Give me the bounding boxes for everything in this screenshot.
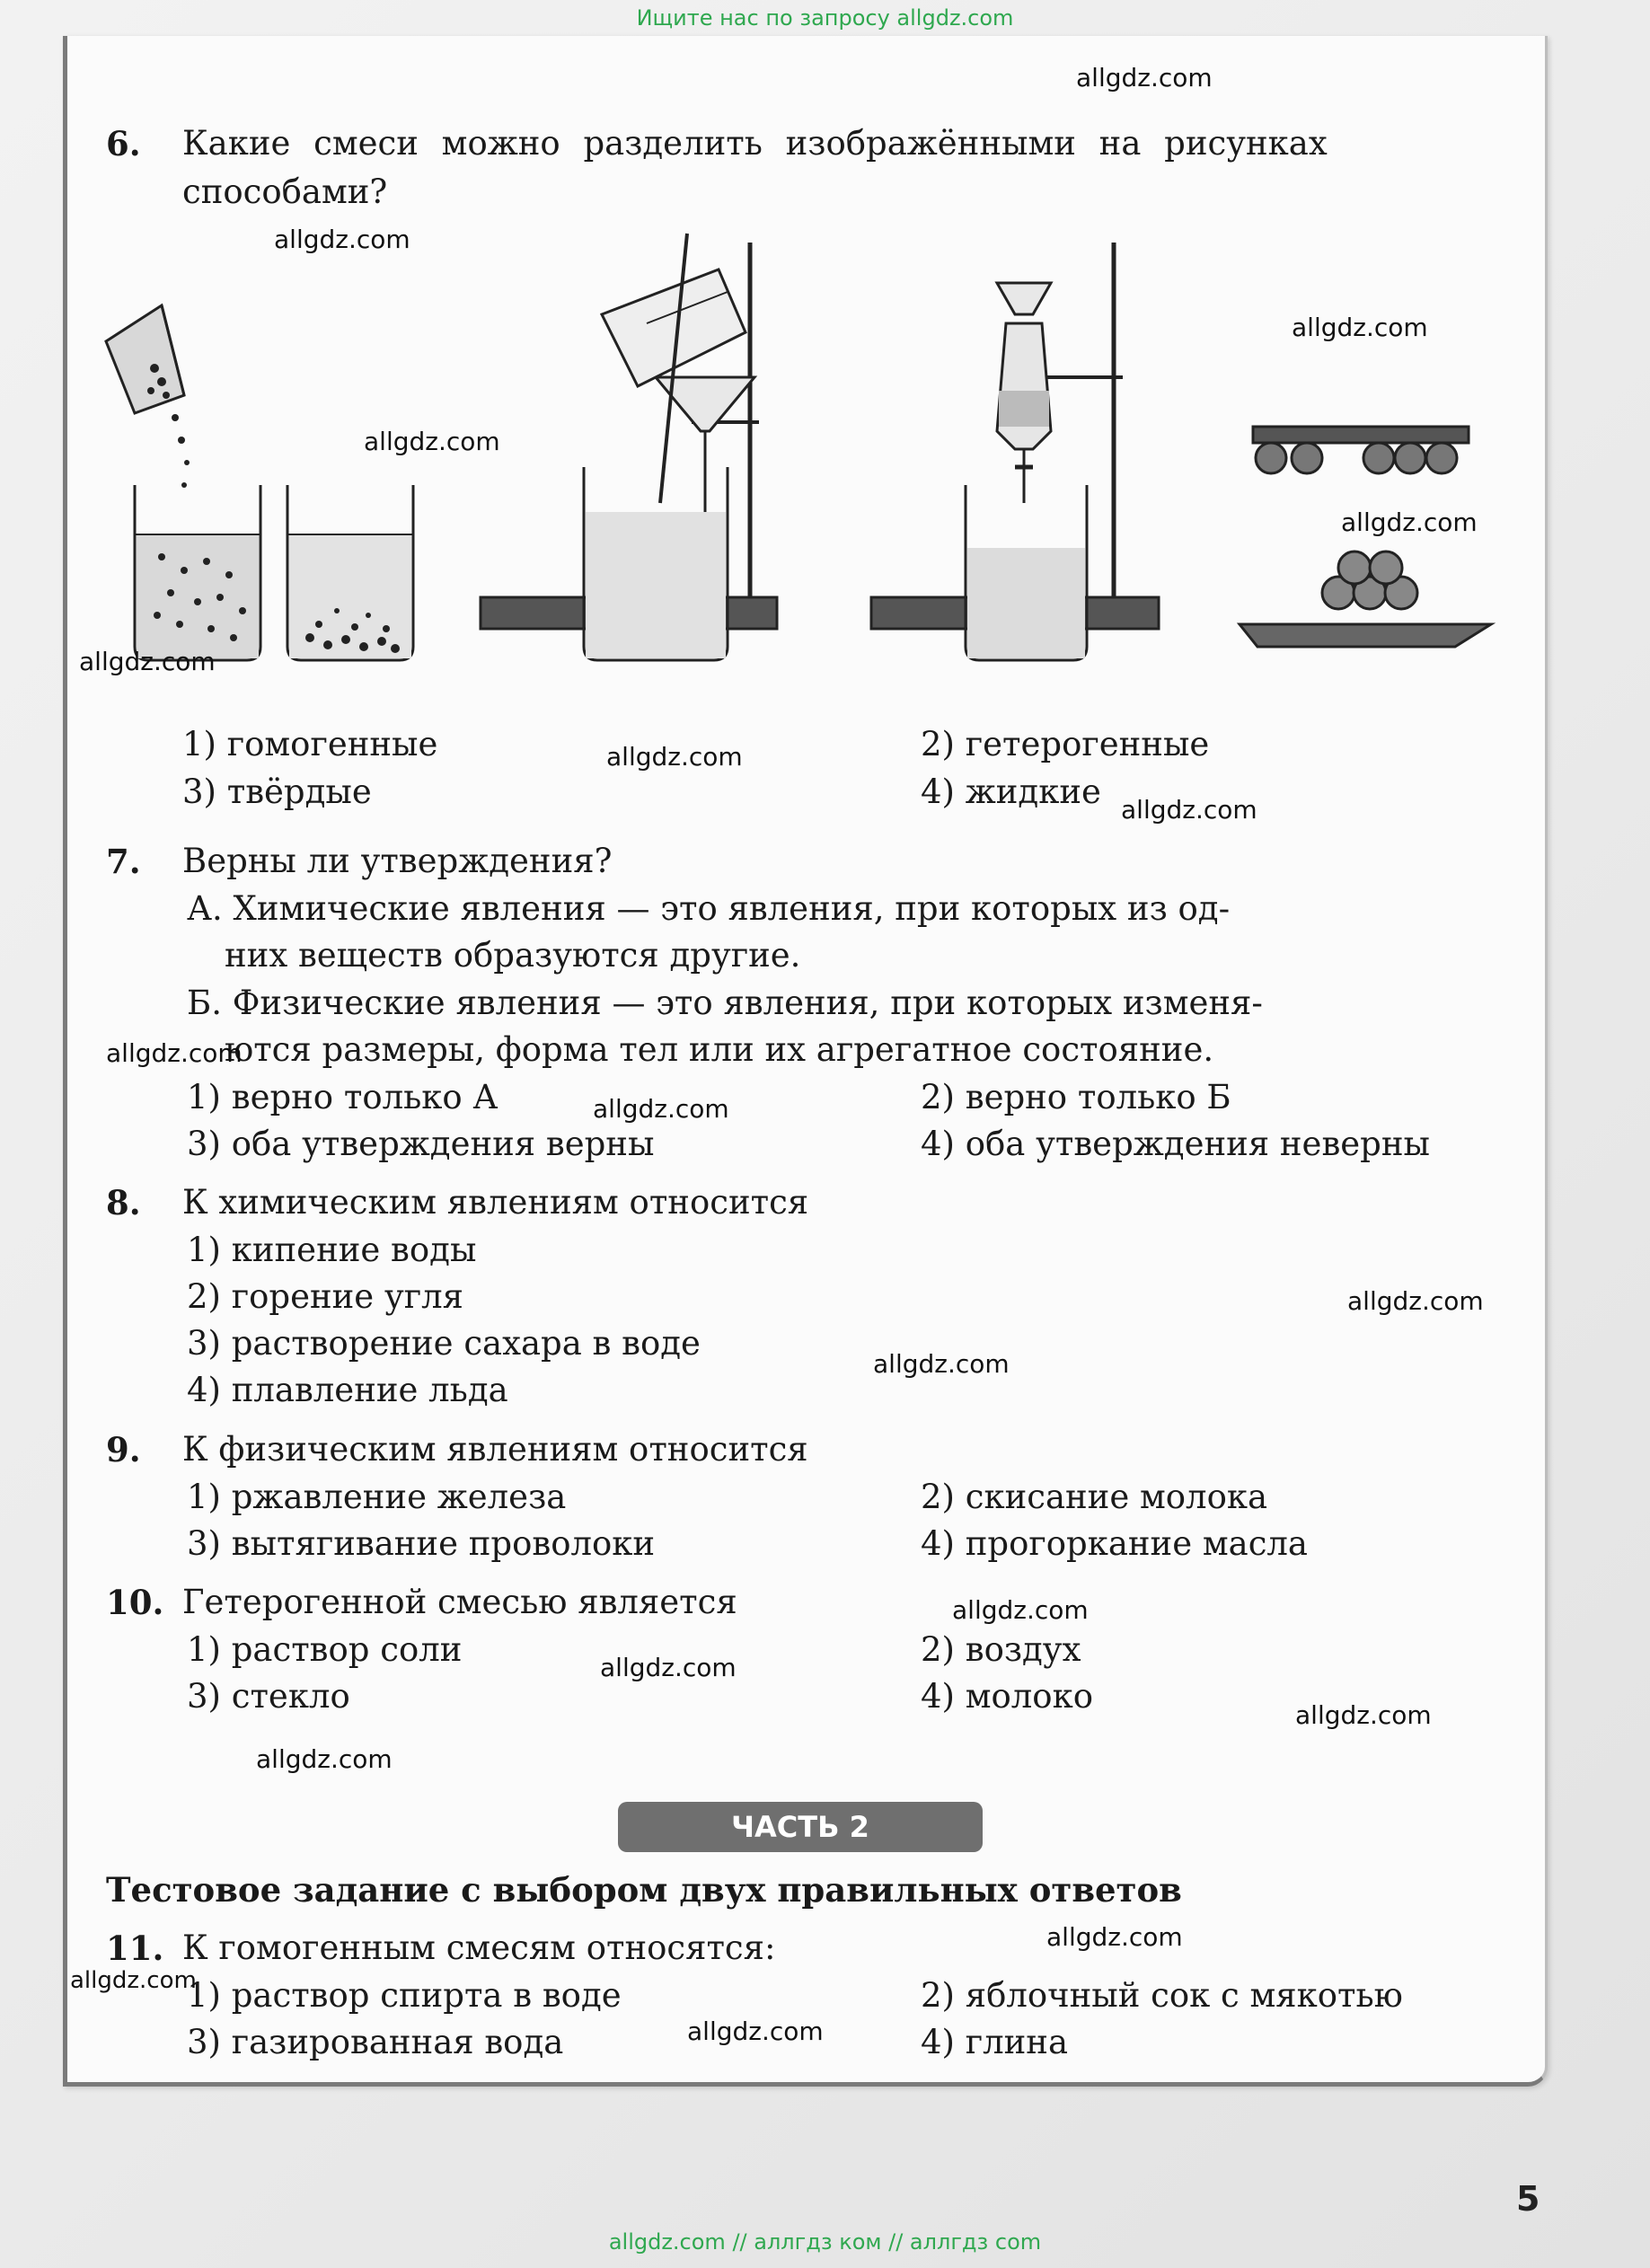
- q8-answer-4: 4) плавление льда: [187, 1371, 508, 1409]
- q6-answer-3: 3) твёрдые: [182, 772, 372, 811]
- section-title: Тестовое задание с выбором двух правильных ответов: [106, 1870, 1182, 1910]
- q7-statement-a-line2: них веществ образуются другие.: [225, 936, 801, 975]
- q9-answer-1: 1) ржавление железа: [187, 1478, 567, 1516]
- watermark: allgdz.com: [79, 647, 216, 676]
- q8-answer-1: 1) кипение воды: [187, 1231, 477, 1269]
- footer-link[interactable]: allgdz.com // аллгдз ком // аллгдз com: [608, 2229, 1042, 2255]
- settling-figure: [106, 305, 413, 660]
- watermark: allgdz.com: [606, 742, 743, 772]
- q7-number: 7.: [106, 842, 141, 881]
- q10-answer-3: 3) стекло: [187, 1677, 350, 1716]
- q7-answer-4: 4) оба утверждения неверны: [921, 1125, 1430, 1163]
- watermark: allgdz.com: [873, 1349, 1010, 1379]
- q6-number: 6.: [106, 124, 141, 163]
- watermark: allgdz.com: [1076, 63, 1213, 93]
- q9-answer-4: 4) прогоркание масла: [921, 1524, 1308, 1563]
- watermark: allgdz.com: [1295, 1700, 1432, 1730]
- watermark: allgdz.com: [70, 1967, 197, 1994]
- q8-number: 8.: [106, 1183, 141, 1222]
- q10-answer-2: 2) воздух: [921, 1630, 1081, 1669]
- q11-answer-1: 1) раствор спирта в воде: [187, 1976, 622, 2015]
- q6-line1: Какие смеси можно разделить изображёнными на рисунках: [182, 124, 1328, 163]
- page-number: 5: [1516, 2179, 1540, 2219]
- q8-answer-2: 2) горение угля: [187, 1277, 463, 1316]
- q9-answer-3: 3) вытягивание проволоки: [187, 1524, 656, 1563]
- q9-number: 9.: [106, 1430, 141, 1469]
- watermark: allgdz.com: [106, 1038, 243, 1068]
- separation-methods-figure: [99, 216, 1500, 683]
- q9-title: К физическим явлениям относится: [182, 1430, 808, 1469]
- q10-title: Гетерогенной смесью является: [182, 1583, 737, 1621]
- watermark: allgdz.com: [600, 1653, 737, 1682]
- q7-statement-b-line1: Б. Физические явления — это явления, при которых изменя-: [187, 984, 1263, 1022]
- q8-answer-3: 3) растворение сахара в воде: [187, 1324, 701, 1363]
- q8-title: К химическим явлениям относится: [182, 1183, 809, 1222]
- filtration-figure: [481, 234, 777, 660]
- watermark: allgdz.com: [952, 1595, 1089, 1625]
- q7-statement-a-line1: А. Химические явления — это явления, при которых из од-: [187, 889, 1231, 928]
- watermark: allgdz.com: [1341, 507, 1478, 537]
- watermark: allgdz.com: [1347, 1286, 1484, 1316]
- q6-answer-4: 4) жидкие: [921, 772, 1101, 811]
- q6-answer-2: 2) гетерогенные: [921, 725, 1210, 763]
- q7-answer-3: 3) оба утверждения верны: [187, 1125, 655, 1163]
- q6-answer-1: 1) гомогенные: [182, 725, 438, 763]
- q7-title: Верны ли утверждения?: [182, 842, 613, 880]
- watermark: allgdz.com: [1121, 795, 1257, 825]
- q10-answer-4: 4) молоко: [921, 1677, 1093, 1716]
- q7-answer-2: 2) верно только Б: [921, 1078, 1231, 1116]
- q6-line2: способами?: [182, 172, 388, 211]
- separating-funnel-figure: [871, 243, 1159, 660]
- watermark: allgdz.com: [1046, 1922, 1183, 1952]
- header-link[interactable]: Ищите нас по запросу allgdz.com: [636, 5, 1014, 31]
- watermark: allgdz.com: [364, 427, 500, 456]
- watermark: allgdz.com: [687, 2016, 824, 2046]
- watermark: allgdz.com: [593, 1094, 729, 1124]
- q7-answer-1: 1) верно только А: [187, 1078, 499, 1116]
- watermark: allgdz.com: [256, 1744, 393, 1774]
- q11-number: 11.: [106, 1928, 164, 1968]
- q10-number: 10.: [106, 1583, 164, 1622]
- q11-answer-4: 4) глина: [921, 2023, 1069, 2061]
- q11-title: К гомогенным смесям относятся:: [182, 1928, 776, 1967]
- q7-statement-b-line2: ются размеры, форма тел или их агрегатное состояние.: [225, 1030, 1214, 1069]
- q10-answer-1: 1) раствор соли: [187, 1630, 463, 1669]
- watermark: allgdz.com: [274, 225, 410, 254]
- q11-answer-3: 3) газированная вода: [187, 2023, 564, 2061]
- part-2-badge: ЧАСТЬ 2: [618, 1802, 983, 1852]
- q11-answer-2: 2) яблочный сок с мякотью: [921, 1976, 1403, 2015]
- watermark: allgdz.com: [1292, 313, 1428, 342]
- q9-answer-2: 2) скисание молока: [921, 1478, 1268, 1516]
